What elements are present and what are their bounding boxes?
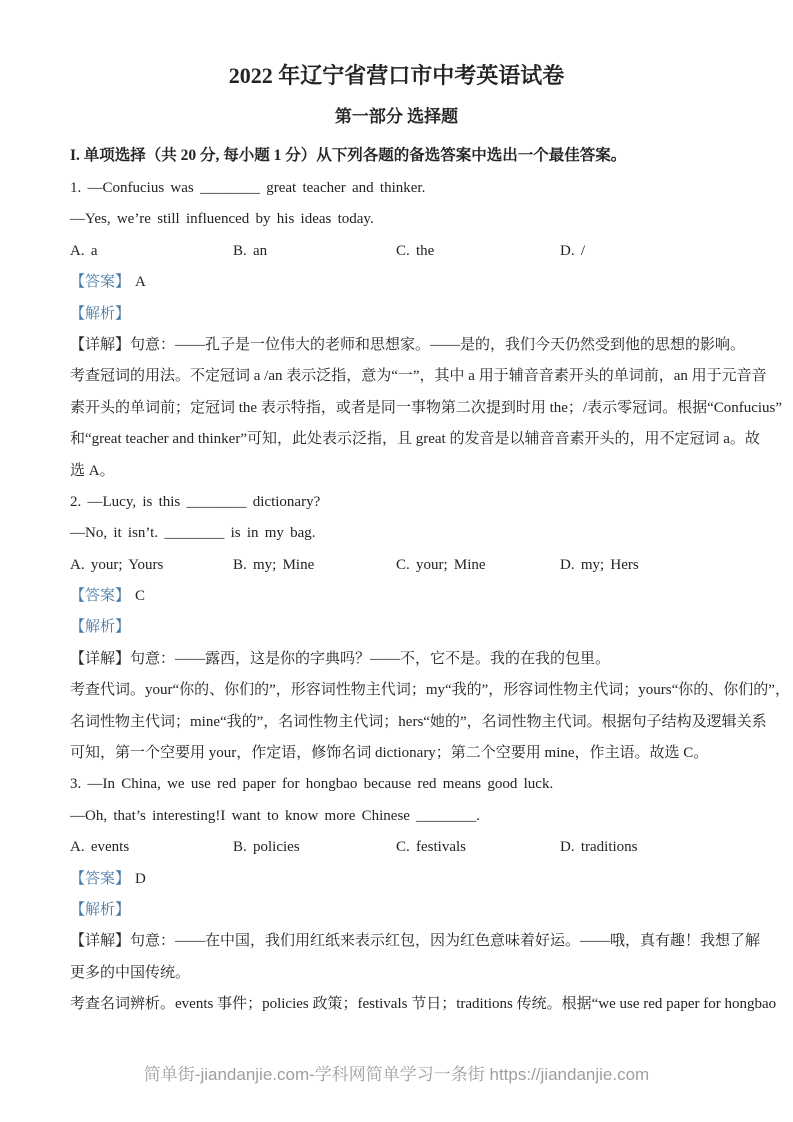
watermark-footer: 简单街-jiandanjie.com-学科网简单学习一条街 https://jiandanjie.com: [143, 1065, 650, 1084]
question-stem-line: 1. —Confucius was ________ great teacher and thinker.: [70, 180, 426, 196]
option-a: A. your; Yours: [70, 556, 164, 573]
option-d: D. my; Hers: [560, 556, 639, 573]
question-1: [70, 173, 783, 487]
question-stem-line: —No, it isn’t. ________ is in my bag.: [70, 525, 316, 542]
option-d: D. /: [560, 242, 585, 259]
question-stem-line: —Yes, we’re still influenced by his ideas today.: [70, 211, 374, 228]
option-a: A. a: [70, 242, 98, 259]
question-stem-line: —Oh, that’s interesting!I want to know more Chinese ________.: [70, 807, 480, 824]
answer-row: [70, 581, 723, 612]
detail-line: 考查名词辨析。events 事件；policies 政策；festivals 节日；traditions 传统。根据“we use red paper for hongbao: [70, 996, 777, 1013]
detail-line: 可知，第一个空要用 your，作定语，修饰名词 dictionary；第二个空要用 mine，作主语。故选 C。: [70, 745, 709, 762]
option-b: B. policies: [233, 839, 300, 856]
option-c: C. the: [396, 242, 435, 259]
answer-value: A: [135, 274, 146, 291]
options-row: [70, 236, 723, 267]
detail-line: 和“great teacher and thinker”可知，此处表示泛指，且 great 的发音是以辅音音素开头的，用不定冠词 a。故: [70, 431, 760, 448]
answer-label: 【答案】: [70, 870, 131, 887]
detail-line: 素开头的单词前；定冠词 the 表示特指，或者是同一事物第二次提到时用 the；/表示零冠词。根据“Confucius”: [70, 399, 783, 416]
detail-line: 【详解】句意：——在中国，我们用红纸来表示红包，因为红色意味着好运。——哦，真有趣！我想了解: [70, 933, 761, 950]
detail-line: 考查代词。your“你的、你们的”，形容词性物主代词；my“我的”，形容词性物主代词；yours“你的、你们的”，: [70, 682, 790, 699]
option-c: C. your; Mine: [396, 556, 486, 573]
option-b: B. my; Mine: [233, 556, 315, 573]
analysis-row: [70, 895, 723, 926]
analysis-row: [70, 299, 723, 330]
questions-block: [70, 173, 790, 1021]
detail-line: 选 A。: [70, 462, 115, 479]
option-d: D. traditions: [560, 839, 638, 856]
part-heading: 第一部分 选择题: [334, 107, 459, 126]
question-stem-line: 3. —In China, we use red paper for hongbao because red means good luck.: [70, 776, 554, 793]
answer-value: C: [135, 588, 146, 605]
question-2: [70, 487, 790, 770]
options-row: [70, 832, 723, 863]
detail-line: 【详解】句意：——孔子是一位伟大的老师和思想家。——是的，我们今天仍然受到他的思想的影响。: [70, 336, 746, 353]
option-c: C. festivals: [396, 839, 466, 856]
option-b: B. an: [233, 242, 268, 259]
answer-row: [70, 864, 723, 895]
answer-value: D: [135, 870, 146, 887]
analysis-label: 【解析】: [70, 901, 131, 918]
answer-label: 【答案】: [70, 588, 131, 605]
analysis-row: [70, 612, 723, 643]
exam-page: [70, 0, 790, 1021]
page-title: 2022 年辽宁省营口市中考英语试卷: [228, 63, 565, 88]
option-a: A. events: [70, 839, 130, 856]
section-heading: I. 单项选择（共 20 分, 每小题 1 分）从下列各题的备选答案中选出一个最佳答案。: [70, 147, 627, 164]
options-row: [70, 550, 723, 581]
answer-row: [70, 267, 723, 298]
analysis-label: 【解析】: [70, 619, 131, 636]
detail-line: 考查冠词的用法。不定冠词 a /an 表示泛指，意为“一”，其中 a 用于辅音音素开头的单词前，an 用于元音音: [70, 368, 767, 385]
question-stem-line: 2. —Lucy, is this ________ dictionary?: [70, 493, 321, 510]
detail-line: 名词性物主代词；mine“我的”，名词性物主代词；hers“她的”，名词性物主代词。根据句子结构及逻辑关系: [70, 713, 767, 730]
answer-label: 【答案】: [70, 274, 131, 291]
analysis-label: 【解析】: [70, 305, 131, 322]
question-3: [70, 769, 777, 1020]
detail-line: 更多的中国传统。: [70, 964, 191, 981]
detail-line: 【详解】句意：——露西，这是你的字典吗？——不，它不是。我的在我的包里。: [70, 650, 611, 667]
